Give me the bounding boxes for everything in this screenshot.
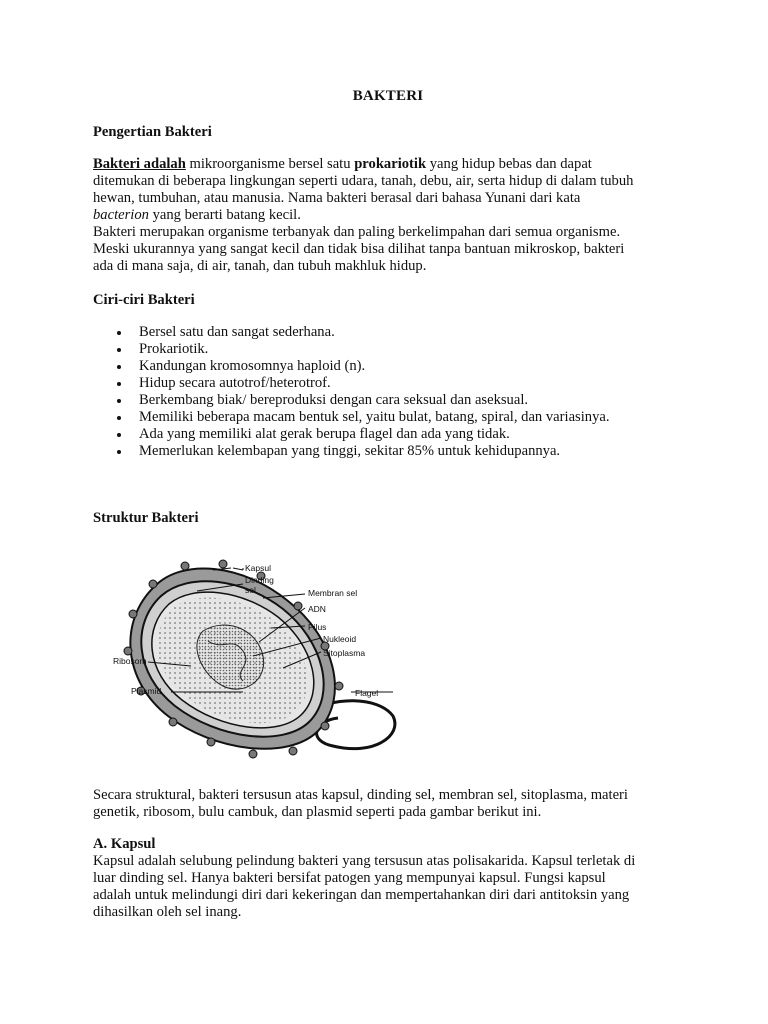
paragraph-definition <box>93 156 683 275</box>
list-item: Berkembang biak/ bereproduksi dengan cara seksual dan aseksual. <box>93 392 610 409</box>
text-line: hewan, tumbuhan, atau manusia. Nama bakteri berasal dari bahasa Yunani dari kata <box>93 190 581 206</box>
label-pilus: Pilus <box>308 622 327 632</box>
bullet-icon <box>117 348 121 352</box>
label-ribosom: Ribosom <box>113 656 147 666</box>
section-heading-pengertian: Pengertian Bakteri <box>93 124 212 140</box>
paragraph-kapsul <box>93 853 683 921</box>
list-item: Hidup secara autotrof/heterotrof. <box>93 375 610 392</box>
label-adn: ADN <box>308 604 326 614</box>
term-prokariotik: prokariotik <box>354 156 427 172</box>
text-line: luar dinding sel. Hanya bakteri bersifat patogen yang mempunyai kapsul. Fungsi kapsul <box>93 870 606 886</box>
list-item: Bersel satu dan sangat sederhana. <box>93 324 610 341</box>
section-heading-struktur: Struktur Bakteri <box>93 510 199 526</box>
label-plasmid: Plasmid <box>131 686 162 696</box>
bacteria-structure-diagram <box>93 546 405 772</box>
text-line: Bakteri merupakan organisme terbanyak dan paling berkelimpahan dari semua organisme. <box>93 224 621 240</box>
bullet-icon <box>117 382 121 386</box>
characteristics-list <box>93 324 610 460</box>
list-item: Memiliki beberapa macam bentuk sel, yaitu bulat, batang, spiral, dan variasinya. <box>93 409 610 426</box>
bullet-icon <box>117 365 121 369</box>
italic-term-bacterion: bacterion <box>93 207 149 223</box>
label-dinding: Dinding <box>245 575 274 585</box>
label-sel: sel <box>245 585 256 595</box>
term-bakteri-adalah: Bakteri adalah <box>93 156 186 172</box>
bullet-icon <box>117 450 121 454</box>
section-heading-kapsul: A. Kapsul <box>93 836 156 852</box>
text-line: adalah untuk melindungi diri dari kekeringan dan mempertahankan diri dari antitoksin yang <box>93 887 630 903</box>
list-item: Prokariotik. <box>93 341 610 358</box>
section-heading-ciri: Ciri-ciri Bakteri <box>93 292 195 308</box>
text-line: Kapsul adalah selubung pelindung bakteri yang tersusun atas polisakarida. Kapsul terletak di <box>93 853 636 869</box>
document-title: BAKTERI <box>352 88 424 104</box>
bullet-icon <box>117 331 121 335</box>
bullet-icon <box>117 433 121 437</box>
list-item: Ada yang memiliki alat gerak berupa flagel dan ada yang tidak. <box>93 426 610 443</box>
text-line: ada di mana saja, di air, tanah, dan tubuh makhluk hidup. <box>93 258 427 274</box>
list-item: Kandungan kromosomnya haploid (n). <box>93 358 610 375</box>
text-fragment: mikroorganisme bersel satu <box>185 156 355 172</box>
label-membran: Membran sel <box>308 588 358 598</box>
text-fragment: yang berarti batang kecil. <box>148 207 301 223</box>
text-fragment: yang hidup bebas dan dapat <box>426 156 592 172</box>
label-nukleoid: Nukleoid <box>323 634 357 644</box>
label-flagel: Flagel <box>355 688 379 698</box>
text-line: genetik, ribosom, bulu cambuk, dan plasmid seperti pada gambar berikut ini. <box>93 804 542 820</box>
text-line: Meski ukurannya yang sangat kecil dan tidak bisa dilihat tanpa bantuan mikroskop, bakteri <box>93 241 625 257</box>
label-sitoplasma: Sitoplasma <box>323 648 366 658</box>
text-line: dihasilkan oleh sel inang. <box>93 904 242 920</box>
text-line: ditemukan di beberapa lingkungan seperti udara, tanah, debu, air, serta hidup di dalam tubuh <box>93 173 634 189</box>
label-kapsul: Kapsul <box>245 563 271 573</box>
paragraph-structure-caption <box>93 787 683 821</box>
list-item: Memerlukan kelembapan yang tinggi, sekitar 85% untuk kehidupannya. <box>93 443 610 460</box>
bullet-icon <box>117 416 121 420</box>
bullet-icon <box>117 399 121 403</box>
text-line: Secara struktural, bakteri tersusun atas kapsul, dinding sel, membran sel, sitoplasma, materi <box>93 787 628 803</box>
